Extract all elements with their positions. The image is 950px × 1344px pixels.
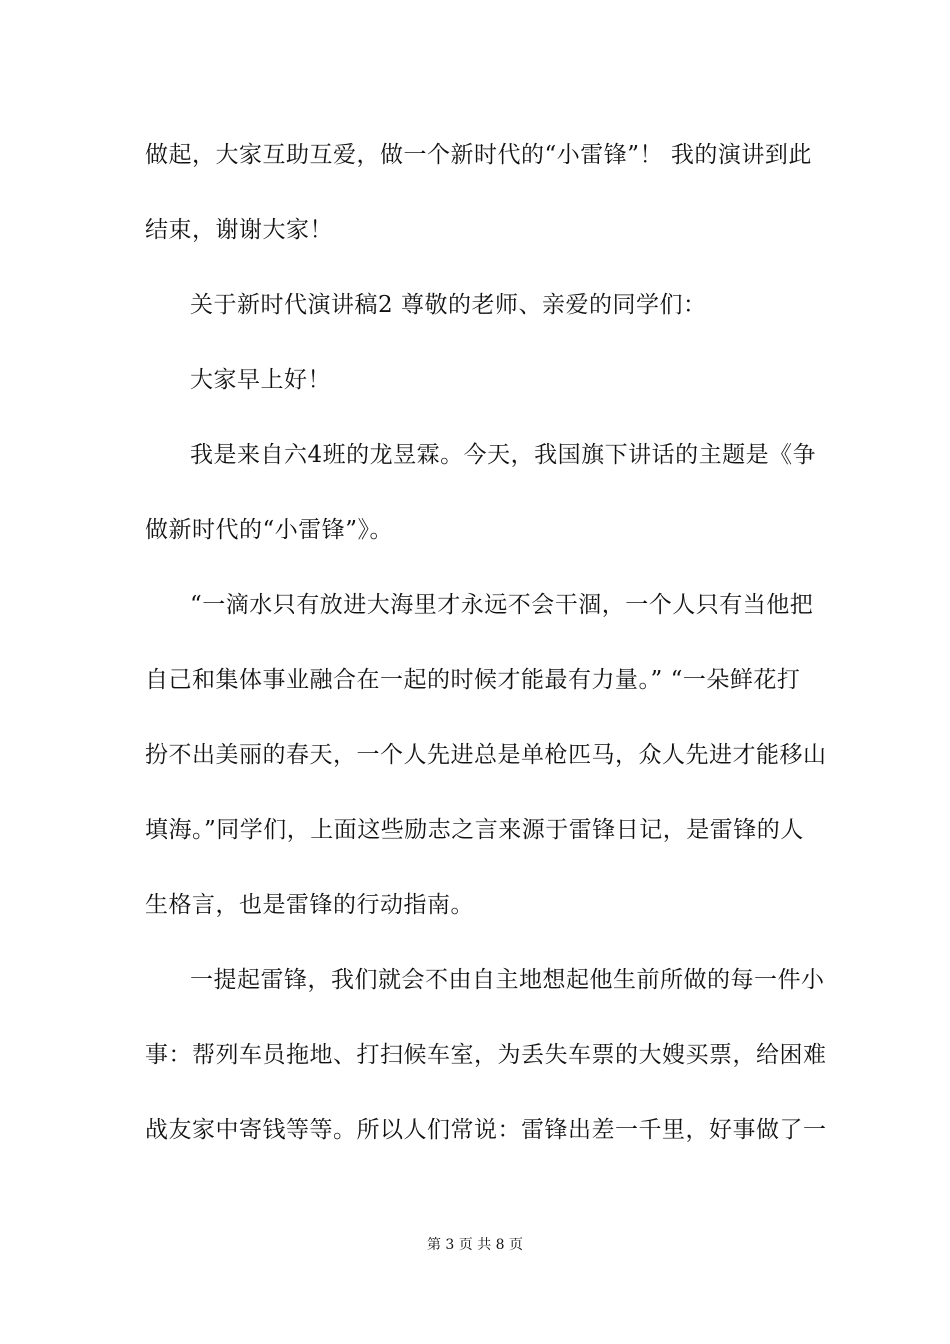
text-line: “一滴水只有放进大海里才永远不会干涸，一个人只有当他把 [190,592,814,618]
text-line: 事：帮列车员拖地、打扫候车室，为丢失车票的大嫂买票，给困难 [145,1042,827,1068]
text-line: 我是来自六4班的龙昱霖。今天，我国旗下讲话的主题是《争 [190,442,817,468]
text-line: 结束，谢谢大家！ [145,217,333,243]
text-line: 战友家中寄钱等等。所以人们常说：雷锋出差一千里，好事做了一 [145,1117,827,1143]
text-line: 填海。”同学们，上面这些励志之言来源于雷锋日记，是雷锋的人 [145,817,804,843]
text-line: 自己和集体事业融合在一起的时候才能最有力量。” “一朵鲜花打 [145,667,801,693]
text-line: 大家早上好！ [190,367,331,393]
page-number-footer [0,1236,950,1254]
text-line: 一提起雷锋，我们就会不由自主地想起他生前所做的每一件小 [190,967,825,993]
text-line: 生格言，也是雷锋的行动指南。 [145,892,474,918]
text-line: 扮不出美丽的春天，一个人先进总是单枪匹马，众人先进才能移山 [145,742,827,768]
text-line: 做起，大家互助互爱，做一个新时代的“小雷锋”！ 我的演讲到此 [145,142,812,168]
text-line: 做新时代的“小雷锋”》。 [145,517,394,543]
section-heading-line: 关于新时代演讲稿2 尊敬的老师、亲爱的同学们： [190,292,707,318]
page-number-text: 第 3 页 共 8 页 [426,1237,524,1253]
